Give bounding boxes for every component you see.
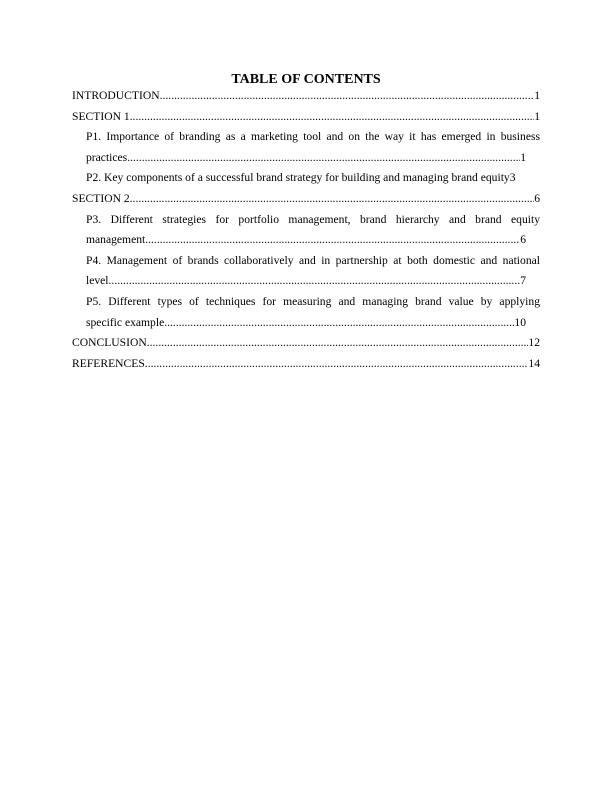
toc-entry-p3[interactable] <box>72 210 540 251</box>
entry-text-line1: P3. Different strategies for portfolio management, brand hierarchy and brand equity <box>86 212 540 226</box>
entry-text-line1: P1. Importance of branding as a marketing tool and on the way it has emerged in business <box>86 130 540 144</box>
entry-text: REFERENCES <box>72 356 145 370</box>
entry-page: 12 <box>528 336 540 350</box>
entry-text: SECTION 1 <box>72 109 130 123</box>
entry-page: 14 <box>528 356 540 370</box>
toc-entry-section-1[interactable] <box>72 107 540 128</box>
entry-text-line2: management <box>86 233 146 247</box>
dot-leader <box>145 230 520 251</box>
toc-entry-p1[interactable] <box>72 127 540 168</box>
entry-text: CONCLUSION <box>72 336 147 350</box>
dot-leader <box>127 148 520 169</box>
entry-text: SECTION 2 <box>72 191 130 205</box>
toc-entry-introduction[interactable] <box>72 86 540 107</box>
dot-leader <box>147 333 529 354</box>
table-of-contents <box>72 86 540 374</box>
entry-text-line1: P4. Management of brands collaboratively and in partnership at both domestic and national <box>86 253 540 267</box>
toc-title: TABLE OF CONTENTS <box>231 72 381 87</box>
dot-leader <box>109 271 521 292</box>
entry-text: INTRODUCTION <box>72 89 160 102</box>
entry-page: 7 <box>520 274 526 288</box>
dot-leader <box>130 107 535 128</box>
entry-text-line2: specific example <box>86 315 165 329</box>
dot-leader <box>160 86 535 107</box>
entry-page: 6 <box>520 233 526 247</box>
entry-page: 3 <box>509 171 516 185</box>
entry-page: 1 <box>534 109 540 123</box>
toc-entry-references[interactable] <box>72 354 540 375</box>
toc-entry-conclusion[interactable] <box>72 333 540 354</box>
dot-leader <box>145 354 529 375</box>
entry-page: 6 <box>534 191 540 205</box>
toc-entry-p5[interactable] <box>72 292 540 333</box>
entry-text: P2. Key components of a successful brand strategy for building and managing brand equity <box>86 171 510 185</box>
toc-entry-p4[interactable] <box>72 251 540 292</box>
entry-page: 10 <box>514 315 526 329</box>
entry-text-line1: P5. Different types of techniques for measuring and managing brand value by applying <box>86 294 540 308</box>
dot-leader <box>130 189 535 210</box>
entry-text-line2: level <box>86 274 109 288</box>
dot-leader <box>164 313 514 334</box>
toc-entry-section-2[interactable] <box>72 189 540 210</box>
entry-page: 1 <box>534 89 540 102</box>
entry-text-line2: practices <box>86 150 128 164</box>
toc-entry-p2[interactable] <box>72 168 540 189</box>
entry-page: 1 <box>520 150 526 164</box>
